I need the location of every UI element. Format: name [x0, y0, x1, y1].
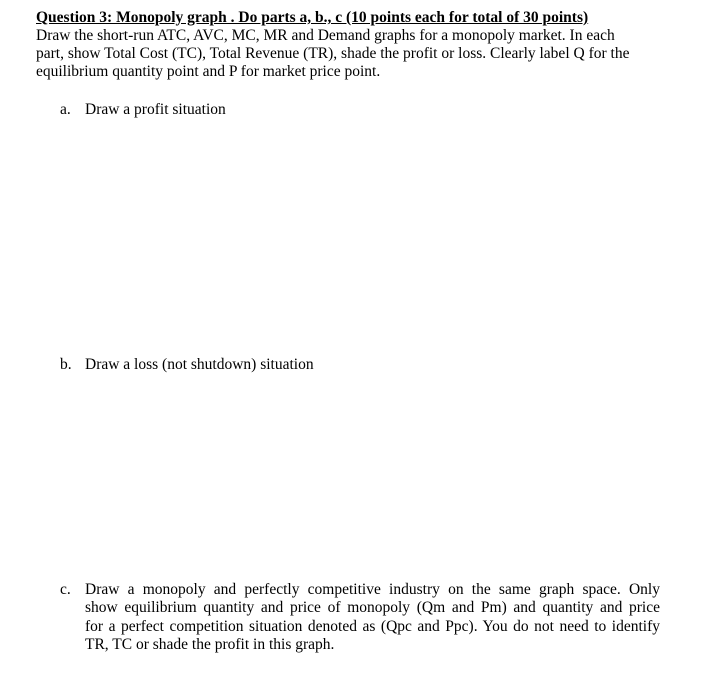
- instructions-line: part, show Total Cost (TC), Total Revenue (TR), shade the profit or loss. Clearly label Q for the: [36, 45, 630, 62]
- part-a-marker: a.: [60, 101, 71, 118]
- part-c: [60, 581, 660, 661]
- question-instructions: [36, 27, 676, 81]
- part-c-text: [85, 581, 660, 654]
- part-c-line: TR, TC or shade the profit in this graph.: [85, 635, 335, 653]
- part-c-marker: c.: [60, 581, 71, 598]
- part-c-line: show equilibrium quantity and price of monopoly (Qm and Pm) and quantity and price: [85, 599, 660, 617]
- instructions-line: equilibrium quantity point and P for market price point.: [36, 63, 381, 80]
- part-a: [60, 101, 680, 121]
- part-a-text: Draw a profit situation: [85, 101, 226, 118]
- instructions-line: Draw the short-run ATC, AVC, MC, MR and Demand graphs for a monopoly market. In each: [36, 27, 615, 44]
- part-b-text: Draw a loss (not shutdown) situation: [85, 356, 314, 373]
- part-c-line: for a perfect competition situation denoted as (Qpc and Ppc). You do not need to identify: [85, 617, 660, 635]
- question-title: Question 3: Monopoly graph . Do parts a, b., c (10 points each for total of 30 points): [36, 9, 589, 26]
- part-b: [60, 356, 680, 376]
- part-c-line: Draw a monopoly and perfectly competitive industry on the same graph space. Only: [85, 581, 660, 598]
- part-b-marker: b.: [60, 356, 72, 373]
